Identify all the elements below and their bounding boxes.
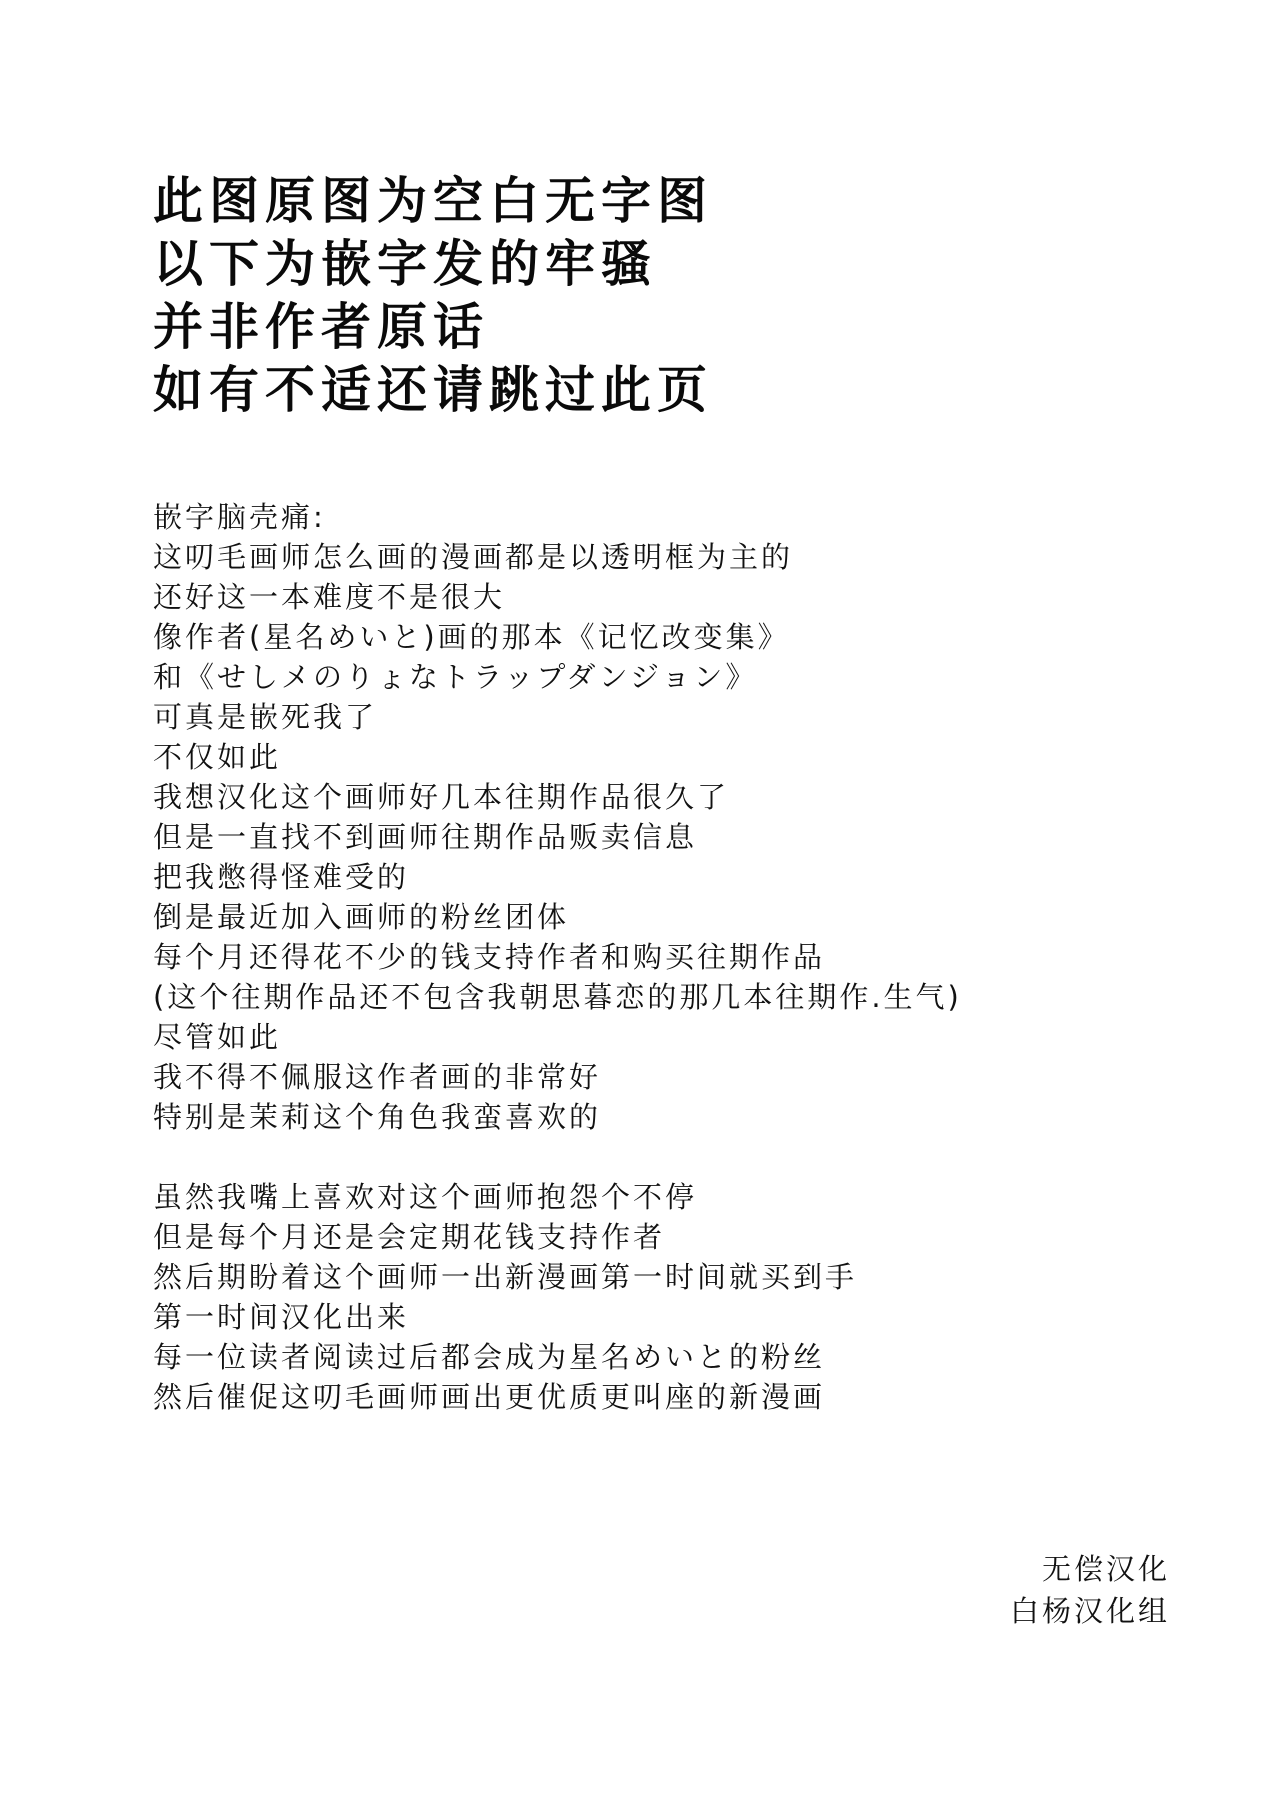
credits (1010, 1548, 1170, 1632)
note-line: 每个月还得花不少的钱支持作者和购买往期作品 (153, 940, 826, 974)
note-line: 不仅如此 (153, 740, 282, 774)
note-line: 我不得不佩服这作者画的非常好 (153, 1060, 602, 1094)
note-line: 每一位读者阅读过后都会成为星名めいと的粉丝 (153, 1340, 826, 1374)
note-line: 还好这一本难度不是很大 (153, 580, 506, 614)
note-line: 像作者(星名めいと)画的那本《记忆改变集》 (153, 620, 790, 654)
disclaimer-heading (153, 170, 1053, 422)
note-line: 倒是最近加入画师的粉丝团体 (153, 900, 570, 934)
heading-line: 此图原图为空白无字图 (153, 172, 713, 230)
paragraph-spacer (153, 1137, 1153, 1177)
note-line: 和《せしメのりょなトラップダンジョン》 (153, 660, 758, 694)
heading-line: 以下为嵌字发的牢骚 (153, 235, 657, 293)
note-line: 尽管如此 (153, 1020, 282, 1054)
note-line: 第一时间汉化出来 (153, 1300, 410, 1334)
note-line: 虽然我嘴上喜欢对这个画师抱怨个不停 (153, 1180, 698, 1214)
note-line: 然后期盼着这个画师一出新漫画第一时间就买到手 (153, 1260, 858, 1294)
note-line: 然后催促这叨毛画师画出更优质更叫座的新漫画 (153, 1380, 826, 1414)
note-line: 这叨毛画师怎么画的漫画都是以透明框为主的 (153, 540, 794, 574)
note-line: 特别是茉莉这个角色我蛮喜欢的 (153, 1100, 602, 1134)
credit-group-name: 白杨汉化组 (1009, 1594, 1170, 1628)
note-line: (这个往期作品还不包含我朝思暮恋的那几本往期作.生气) (153, 980, 962, 1014)
translator-note (153, 497, 1153, 1417)
heading-line: 并非作者原话 (153, 298, 489, 356)
credit-free-translation: 无偿汉化 (1041, 1552, 1170, 1586)
note-line: 嵌字脑壳痛: (153, 500, 326, 534)
note-line: 但是每个月还是会定期花钱支持作者 (153, 1220, 666, 1254)
note-line: 可真是嵌死我了 (153, 700, 378, 734)
note-line: 我想汉化这个画师好几本往期作品很久了 (153, 780, 730, 814)
note-line: 把我憋得怪难受的 (153, 860, 410, 894)
heading-line: 如有不适还请跳过此页 (153, 361, 713, 419)
note-line: 但是一直找不到画师往期作品贩卖信息 (153, 820, 698, 854)
